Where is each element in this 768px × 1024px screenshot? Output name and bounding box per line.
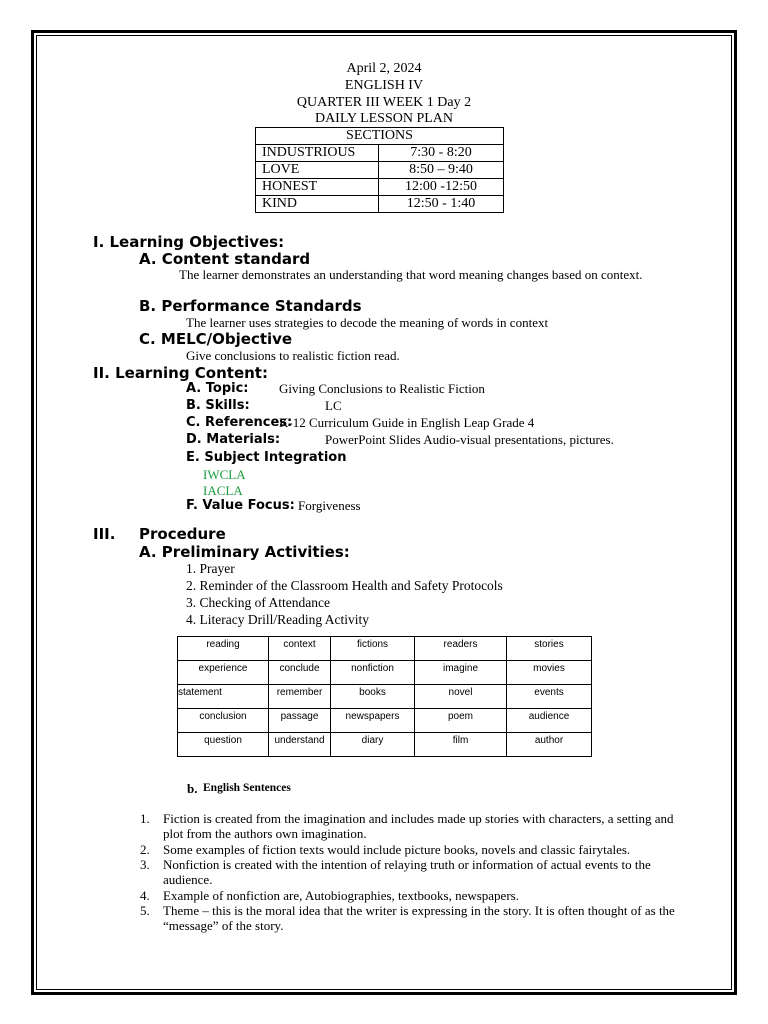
- sentence-text: Theme – this is the moral idea that the writer is expressing in the story. It is often thought of as the “message” of the story.: [163, 903, 675, 933]
- section-time: 7:30 - 8:20: [379, 145, 504, 162]
- skills-label: B. Skills:: [186, 398, 250, 413]
- objectives-heading: I. Learning Objectives:: [93, 233, 285, 251]
- skills-value: LC: [325, 398, 342, 413]
- lesson-subject: ENGLISH IV: [344, 78, 424, 93]
- table-row: [178, 709, 592, 733]
- procedure-number: III.: [93, 525, 116, 543]
- table-row: [178, 661, 592, 685]
- word-cell: stories: [507, 637, 592, 661]
- procedure-heading: Procedure: [139, 525, 226, 543]
- subject-integration-label: E. Subject Integration: [186, 450, 347, 465]
- table-row: [178, 685, 592, 709]
- lesson-quarter: QUARTER III WEEK 1 Day 2: [296, 95, 472, 110]
- section-row: [256, 145, 504, 162]
- word-cell: experience: [178, 661, 269, 685]
- sentence-text: Nonfiction is created with the intention of relaying truth or information of actual events to the audience.: [163, 857, 651, 887]
- references-label: C. References:: [186, 415, 293, 430]
- word-cell: newspapers: [331, 709, 415, 733]
- content-standard-heading: A. Content standard: [139, 250, 311, 268]
- sections-title: SECTIONS: [256, 128, 504, 145]
- list-item: 2. Reminder of the Classroom Health and Safety Protocols: [186, 578, 503, 593]
- preliminary-heading: A. Preliminary Activities:: [139, 543, 350, 561]
- section-time: 8:50 – 9:40: [379, 162, 504, 179]
- section-row: [256, 162, 504, 179]
- sentence-number: 3.: [140, 857, 150, 872]
- section-row: [256, 179, 504, 196]
- word-cell: conclusion: [178, 709, 269, 733]
- integration-item: IWCLA: [203, 467, 246, 482]
- word-cell: books: [331, 685, 415, 709]
- section-time: 12:00 -12:50: [379, 179, 504, 196]
- lesson-plan-title: DAILY LESSON PLAN: [314, 111, 454, 126]
- sentence-number: 5.: [140, 903, 150, 918]
- word-cell: context: [269, 637, 331, 661]
- materials-value: PowerPoint Slides Audio-visual presentations, pictures.: [325, 432, 614, 447]
- word-cell: understand: [269, 733, 331, 757]
- section-name: HONEST: [256, 179, 379, 196]
- learning-content-heading: II. Learning Content:: [93, 364, 268, 382]
- topic-label: A. Topic:: [186, 381, 249, 396]
- word-cell: conclude: [269, 661, 331, 685]
- word-cell: reading: [178, 637, 269, 661]
- word-cell: poem: [415, 709, 507, 733]
- materials-label: D. Materials:: [186, 432, 281, 447]
- word-cell: imagine: [415, 661, 507, 685]
- sentence-number: 2.: [140, 842, 150, 857]
- section-name: KIND: [256, 196, 379, 213]
- word-cell: nonfiction: [331, 661, 415, 685]
- sentence-number: 4.: [140, 888, 150, 903]
- section-name: INDUSTRIOUS: [256, 145, 379, 162]
- sentence-text: Fiction is created from the imagination and includes made up stories with characters, a setting and plot from the authors own imagination.: [163, 811, 674, 841]
- value-focus-value: Forgiveness: [298, 498, 361, 513]
- melc-objective-text: Give conclusions to realistic fiction read.: [186, 348, 400, 363]
- word-cell: film: [415, 733, 507, 757]
- word-cell: diary: [331, 733, 415, 757]
- value-focus-label: F. Value Focus:: [186, 498, 295, 513]
- word-cell: novel: [415, 685, 507, 709]
- sections-table: [255, 127, 504, 213]
- list-item: 3. Checking of Attendance: [186, 595, 330, 610]
- word-cell: readers: [415, 637, 507, 661]
- word-cell: question: [178, 733, 269, 757]
- word-cell: remember: [269, 685, 331, 709]
- references-value: K-12 Curriculum Guide in English Leap Grade 4: [279, 415, 535, 430]
- performance-standards-text: The learner uses strategies to decode the meaning of words in context: [186, 315, 549, 330]
- melc-objective-heading: C. MELC/Objective: [139, 330, 293, 348]
- sentences-heading: English Sentences: [203, 782, 291, 794]
- list-item: 4. Literacy Drill/Reading Activity: [186, 612, 369, 627]
- section-name: LOVE: [256, 162, 379, 179]
- sections-header-row: [256, 128, 504, 145]
- table-row: [178, 637, 592, 661]
- list-item: 1. Prayer: [186, 561, 235, 576]
- word-cell: events: [507, 685, 592, 709]
- word-cell: fictions: [331, 637, 415, 661]
- word-cell: movies: [507, 661, 592, 685]
- word-cell: passage: [269, 709, 331, 733]
- sentences-heading-letter: b.: [187, 781, 198, 796]
- sentence-number: 1.: [140, 811, 150, 826]
- word-cell: audience: [507, 709, 592, 733]
- word-cell: author: [507, 733, 592, 757]
- lesson-date: April 2, 2024: [346, 61, 422, 76]
- section-time: 12:50 - 1:40: [379, 196, 504, 213]
- literacy-word-table: [177, 636, 592, 757]
- content-standard-text: The learner demonstrates an understanding that word meaning changes based on context.: [179, 267, 643, 282]
- sentence-text: Example of nonfiction are, Autobiographies, textbooks, newspapers.: [163, 888, 519, 903]
- sentence-text: Some examples of fiction texts would include picture books, novels and classic fairytales.: [163, 842, 631, 857]
- integration-item: IACLA: [203, 483, 243, 498]
- word-cell: statement: [178, 685, 269, 709]
- section-row: [256, 196, 504, 213]
- table-row: [178, 733, 592, 757]
- performance-standards-heading: B. Performance Standards: [139, 297, 362, 315]
- topic-value: Giving Conclusions to Realistic Fiction: [279, 381, 485, 396]
